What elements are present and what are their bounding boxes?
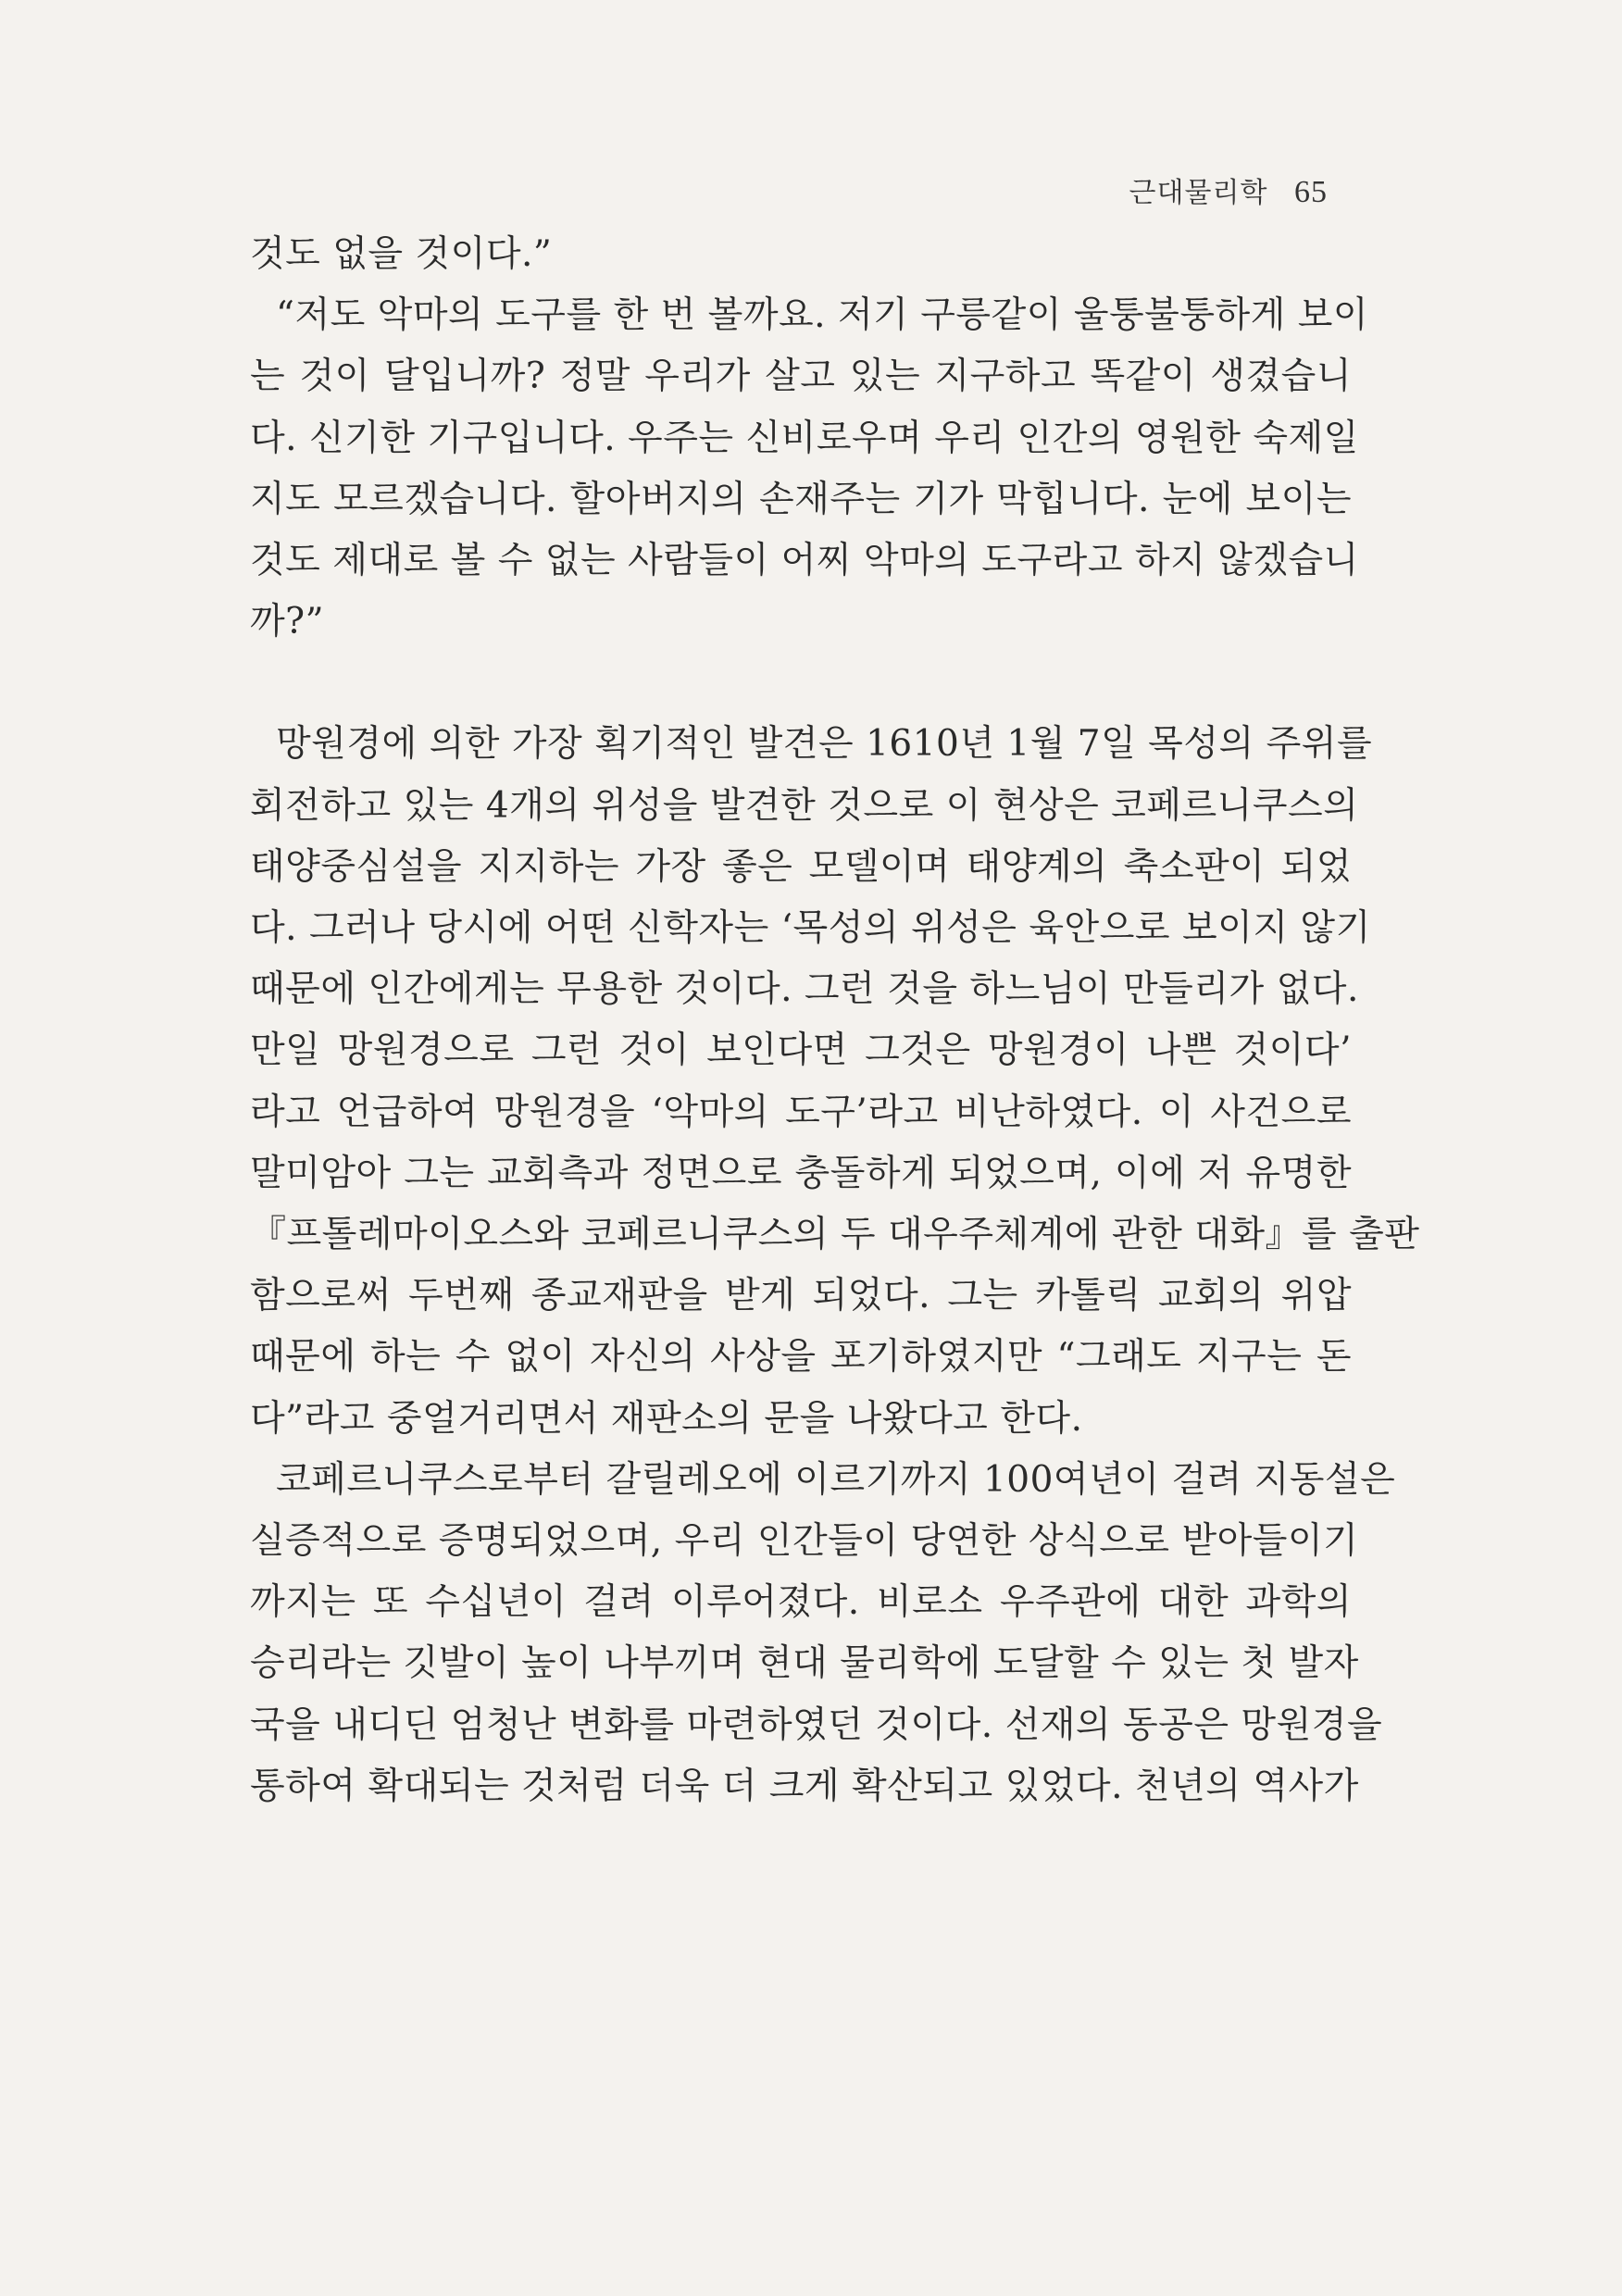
paragraph	[250, 1450, 1396, 1817]
paragraph	[250, 714, 1420, 1449]
page-number: 65	[1294, 175, 1328, 209]
text-line: 까지는 또 수십년이 걸려 이루어졌다. 비로소 우주관에 대한 과학의	[250, 1581, 1352, 1624]
text-line: 는 것이 달입니까? 정말 우리가 살고 있는 지구하고 똑같이 생겼습니	[250, 356, 1352, 398]
text-line: 때문에 하는 수 없이 자신의 사상을 포기하였지만 “그래도 지구는 돈	[250, 1336, 1352, 1379]
text-line: 『프톨레마이오스와 코페르니쿠스의 두 대우주체계에 관한 대화』를 출판	[250, 1214, 1420, 1256]
running-header	[1129, 169, 1328, 210]
text-line: 함으로써 두번째 종교재판을 받게 되었다. 그는 카톨릭 교회의 위압	[250, 1275, 1352, 1317]
text-line: 태양중심설을 지지하는 가장 좋은 모델이며 태양계의 축소판이 되었	[250, 845, 1352, 888]
text-line: 다. 그러나 당시에 어떤 신학자는 ‘목성의 위성은 육안으로 보이지 않기	[250, 907, 1371, 950]
text-line: 까?”	[250, 601, 325, 643]
paragraph-quote	[250, 285, 1369, 653]
text-line: 국을 내디딘 엄청난 변화를 마련하였던 것이다. 선재의 동공은 망원경을	[250, 1703, 1383, 1746]
text-line: 승리라는 깃발이 높이 나부끼며 현대 물리학에 도달할 수 있는 첫 발자	[250, 1642, 1359, 1685]
text-line: 말미암아 그는 교회측과 정면으로 충돌하게 되었으며, 이에 저 유명한	[250, 1152, 1352, 1194]
text-line: 망원경에 의한 가장 획기적인 발견은 1610년 1월 7일 목성의 주위를	[276, 723, 1373, 766]
text-line: 실증적으로 증명되었으며, 우리 인간들이 당연한 상식으로 받아들이기	[250, 1520, 1359, 1563]
text-line: 만일 망원경으로 그런 것이 보인다면 그것은 망원경이 나쁜 것이다’	[250, 1029, 1352, 1072]
text-line: 다. 신기한 기구입니다. 우주는 신비로우며 우리 인간의 영원한 숙제일	[250, 417, 1359, 459]
text-line: 것도 제대로 볼 수 없는 사람들이 어찌 악마의 도구라고 하지 않겠습니	[250, 540, 1359, 582]
paragraph-gap	[250, 653, 1352, 714]
text-line: 것도 없을 것이다.”	[250, 233, 553, 275]
text-line: 라고 언급하여 망원경을 ‘악마의 도구’라고 비난하였다. 이 사건으로	[250, 1091, 1352, 1133]
text-line: 지도 모르겠습니다. 할아버지의 손재주는 기가 막힙니다. 눈에 보이는	[250, 478, 1352, 520]
section-title: 근대물리학	[1129, 177, 1268, 209]
text-line: “저도 악마의 도구를 한 번 볼까요. 저기 구릉같이 울퉁불퉁하게 보이	[276, 294, 1369, 337]
text-line: 다”라고 중얼거리면서 재판소의 문을 나왔다고 한다.	[250, 1397, 1083, 1440]
paragraph	[250, 224, 1352, 285]
text-line: 통하여 확대되는 것처럼 더욱 더 크게 확산되고 있었다. 천년의 역사가	[250, 1765, 1359, 1807]
body-text	[250, 224, 1420, 1817]
text-line: 코페르니쿠스로부터 갈릴레오에 이르기까지 100여년이 걸려 지동설은	[276, 1458, 1396, 1501]
text-line: 회전하고 있는 4개의 위성을 발견한 것으로 이 현상은 코페르니쿠스의	[250, 784, 1359, 827]
text-line: 때문에 인간에게는 무용한 것이다. 그런 것을 하느님이 만들리가 없다.	[250, 968, 1359, 1011]
